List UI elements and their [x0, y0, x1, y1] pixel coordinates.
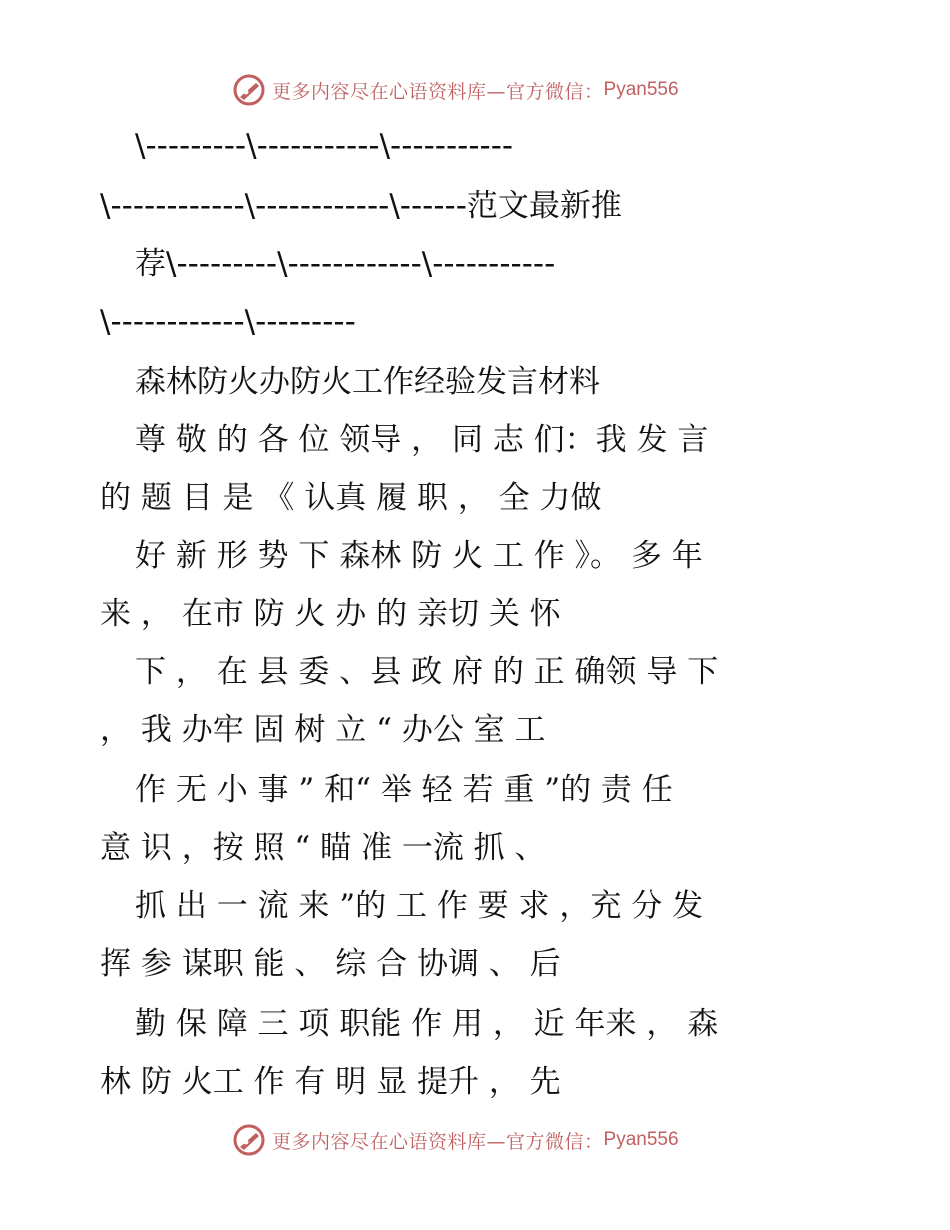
paragraph-line-1: 尊 敬 的 各 位 领导 ， 同 志 们：我 发 言	[135, 422, 709, 458]
watermark-handle: Pyan556	[603, 1129, 679, 1150]
watermark-handle: Pyan556	[603, 79, 679, 100]
paragraph-line-8: 意 识 ，按 照 “ 瞄 准 一流 抓 、	[100, 830, 546, 866]
paragraph-line-7: 作 无 小 事 ” 和“ 举 轻 若 重 ”的 责 任	[135, 772, 673, 808]
divider-line-1: \---------\-----------\-----------	[135, 128, 514, 164]
paragraph-line-3: 好 新 形 势 下 森林 防 火 工 作 》。 多 年	[135, 538, 703, 574]
watermark-text: 更多内容尽在心语资料库—官方微信：	[272, 80, 604, 103]
paragraph-line-5: 下 ， 在 县 委 、县 政 府 的 正 确领 导 下	[135, 654, 719, 690]
paragraph-line-6: ， 我 办牢 固 树 立 “ 办公 室 工	[100, 712, 546, 748]
paragraph-line-4: 来 ， 在市 防 火 办 的 亲切 关 怀	[100, 596, 561, 632]
paragraph-line-11: 勤 保 障 三 项 职能 作 用 ， 近 年来 ， 森	[135, 1006, 719, 1042]
divider-line-4: \------------\---------	[100, 304, 356, 340]
watermark-header	[232, 70, 679, 110]
paragraph-line-2: 的 题 目 是 《 认真 履 职 ， 全 力做	[100, 480, 602, 516]
pen-logo-icon	[232, 73, 266, 107]
paragraph-line-10: 挥 参 谋职 能 、 综 合 协调 、 后	[100, 946, 561, 982]
divider-line-2: \------------\------------\------范文最新推	[100, 188, 622, 224]
paragraph-line-12: 林 防 火工 作 有 明 显 提升 ， 先	[100, 1064, 561, 1100]
divider-line-3: 荐\---------\------------\-----------	[135, 246, 556, 282]
document-title: 森林防火办防火工作经验发言材料	[135, 364, 600, 400]
paragraph-line-9: 抓 出 一 流 来 ”的 工 作 要 求 ，充 分 发	[135, 888, 704, 924]
watermark-footer	[232, 1120, 679, 1160]
pen-logo-icon	[232, 1123, 266, 1157]
watermark-text: 更多内容尽在心语资料库—官方微信：	[272, 1130, 604, 1153]
